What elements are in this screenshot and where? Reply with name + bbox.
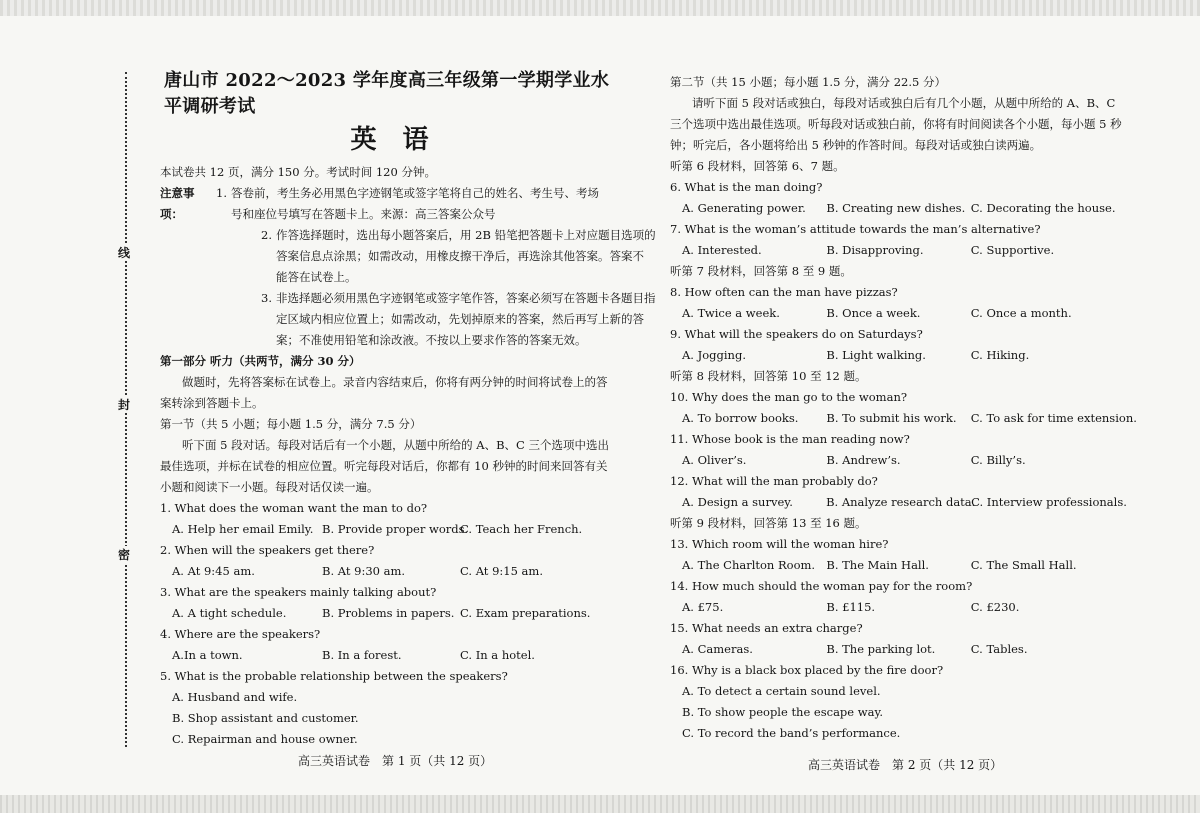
paragraph-line: 请听下面 5 段对话或独白，每段对话或独白后有几个小题，从题中所给的 A、B、C [692, 96, 1116, 110]
answer-options [160, 603, 615, 624]
notice-line: 定区域内相应位置上；如需改动，先划掉原来的答案，然后再写上新的答 [276, 312, 644, 326]
paragraph-line: 听下面 5 段对话。每段对话后有一个小题，从题中所给的 A、B、C 三个选项中选出 [182, 438, 609, 452]
answer-options [670, 492, 1140, 513]
notice-number: 2. [261, 228, 272, 242]
notice-line: 号和座位号填写在答题卡上。来源：高三答案公众号 [230, 207, 496, 221]
page-2-footer: 高三英语试卷 第 2 页（共 12 页） [808, 758, 1003, 772]
answer-option: B. Andrew’s. [826, 453, 901, 467]
paragraph-line: 做题时，先将答案标在试卷上。录音内容结束后，你将有两分钟的时间将试卷上的答 [182, 375, 608, 389]
answer-options [670, 303, 1140, 324]
answer-option: C. To record the band’s performance. [682, 726, 901, 740]
notice-number: 1. [216, 186, 227, 200]
notice-item [216, 225, 656, 288]
question-stem: 12. What will the man probably do? [670, 474, 878, 488]
notice-text [276, 288, 656, 351]
paragraph-line: 三个选项中选出最佳选项。听每段对话或独白前，你将有时间阅读各个小题，每小题 5 秒 [670, 117, 1122, 131]
answer-options [670, 597, 1140, 618]
question-stem: 1. What does the woman want the man to do? [160, 501, 428, 515]
notice-text [276, 225, 656, 288]
answer-option: C. £230. [970, 600, 1020, 614]
answer-option: B. Provide proper words. [322, 522, 469, 536]
answer-option: A. To detect a certain sound level. [682, 684, 881, 698]
answer-option: C. Repairman and house owner. [172, 732, 358, 746]
paragraph-line: 最佳选项，并标在试卷的相应位置。听完每段对话后，你都有 10 秒钟的时间来回答有关 [160, 459, 608, 473]
page-2 [670, 72, 1140, 744]
answer-option: C. At 9:15 am. [460, 564, 543, 578]
answer-option: A. Cameras. [682, 642, 753, 656]
answer-option: B. Creating new dishes. [826, 201, 966, 215]
section2-intro [670, 93, 1140, 156]
answer-option: A. Design a survey. [682, 495, 793, 509]
answer-option: C. Once a month. [970, 306, 1072, 320]
notice-text [231, 183, 599, 225]
answer-option: A. Husband and wife. [172, 690, 298, 704]
notice-block [160, 183, 656, 351]
notice-label: 注意事项： [160, 186, 195, 221]
answer-option: B. Shop assistant and customer. [172, 711, 359, 725]
answer-options [160, 561, 615, 582]
notice-list [216, 183, 656, 351]
answer-option: C. Hiking. [970, 348, 1030, 362]
notice-line: 能答在试卷上。 [276, 270, 357, 284]
question-stem: 8. How often can the man have pizzas? [670, 285, 898, 299]
answer-options [670, 555, 1140, 576]
answer-option: B. The Main Hall. [826, 558, 929, 572]
answer-options [670, 345, 1140, 366]
scan-edge-bottom [0, 795, 1200, 813]
part1-intro [160, 372, 615, 414]
question-list [160, 498, 615, 750]
question-stem: 11. Whose book is the man reading now? [670, 432, 910, 446]
answer-option: C. Billy’s. [970, 453, 1026, 467]
question-stem: 3. What are the speakers mainly talking about? [160, 585, 437, 599]
answer-option: C. In a hotel. [460, 648, 535, 662]
notice-line: 答案信息点涂黑；如需改动，用橡皮擦干净后，再选涂其他答案。答案不 [276, 249, 644, 263]
answer-option: B. Problems in papers. [322, 606, 455, 620]
section2-heading: 第二节（共 15 小题；每小题 1.5 分，满分 22.5 分） [670, 75, 946, 89]
answer-option: B. To show people the escape way. [682, 705, 884, 719]
question-stem: 4. Where are the speakers? [160, 627, 321, 641]
paragraph-line: 案转涂到答题卡上。 [160, 396, 264, 410]
answer-option: C. Teach her French. [460, 522, 583, 536]
answer-option: A. Oliver’s. [682, 453, 747, 467]
answer-option: A. A tight schedule. [172, 606, 287, 620]
question-stem: 5. What is the probable relationship between the speakers? [160, 669, 508, 683]
notice-line: 答卷前，考生务必用黑色字迹钢笔或签字笔将自己的姓名、考生号、考场 [230, 186, 599, 200]
notice-number: 3. [261, 291, 272, 305]
answer-options [670, 240, 1140, 261]
question-stem: 2. When will the speakers get there? [160, 543, 375, 557]
answer-option: C. The Small Hall. [970, 558, 1077, 572]
answer-option: B. In a forest. [322, 648, 402, 662]
notice-item [216, 183, 656, 225]
binding-label-xian: 线 [118, 246, 131, 260]
question-stem: 6. What is the man doing? [670, 180, 823, 194]
answer-options [670, 198, 1140, 219]
answer-options [670, 408, 1140, 429]
notice-line: 作答选择题时，选出每小题答案后，用 2B 铅笔把答题卡上对应题目选项的 [276, 228, 656, 242]
group-label: 听第 7 段材料，回答第 8 至 9 题。 [670, 264, 852, 278]
answer-option: B. To submit his work. [826, 411, 957, 425]
answer-option: C. Decorating the house. [970, 201, 1116, 215]
answer-option: B. Disapproving. [826, 243, 924, 257]
section1-heading: 第一节（共 5 小题；每小题 1.5 分，满分 7.5 分） [160, 417, 422, 431]
exam-title: 唐山市 2022～2023 学年度高三年级第一学期学业水平调研考试 [164, 70, 610, 117]
answer-options [160, 519, 615, 540]
answer-option: B. Analyze research data. [826, 495, 976, 509]
answer-option: A. Interested. [682, 243, 762, 257]
question-stem: 14. How much should the woman pay for the room? [670, 579, 973, 593]
exam-subject: 英语 [350, 125, 455, 155]
answer-option: A. The Charlton Room. [682, 558, 816, 572]
exam-intro: 本试卷共 12 页，满分 150 分。考试时间 120 分钟。 [160, 165, 436, 179]
section1-intro [160, 435, 615, 498]
question-stem: 7. What is the woman’s attitude towards the man’s alternative? [670, 222, 1041, 236]
answer-option: A. Twice a week. [682, 306, 780, 320]
scan-edge-top [0, 0, 1200, 16]
group-label: 听第 9 段材料，回答第 13 至 16 题。 [670, 516, 867, 530]
answer-option: A. Generating power. [682, 201, 806, 215]
question-groups [670, 156, 1140, 744]
answer-option: C. To ask for time extension. [970, 411, 1137, 425]
question-stem: 9. What will the speakers do on Saturdays? [670, 327, 923, 341]
notice-line: 非选择题必须用黑色字迹钢笔或签字笔作答，答案必须写在答题卡各题目指 [276, 291, 656, 305]
answer-option: C. Tables. [970, 642, 1028, 656]
page-1-footer: 高三英语试卷 第 1 页（共 12 页） [298, 754, 493, 768]
answer-option: B. Once a week. [826, 306, 921, 320]
binding-label-mi: 密 [118, 548, 131, 562]
group-label: 听第 8 段材料，回答第 10 至 12 题。 [670, 369, 867, 383]
answer-option: A. Help her email Emily. [172, 522, 314, 536]
notice-line: 案；不准使用铅笔和涂改液。不按以上要求作答的答案无效。 [276, 333, 587, 347]
answer-option: B. Light walking. [826, 348, 926, 362]
answer-option: B. At 9:30 am. [322, 564, 406, 578]
answer-option: B. £115. [826, 600, 876, 614]
answer-options [160, 645, 615, 666]
group-label: 听第 6 段材料，回答第 6、7 题。 [670, 159, 845, 173]
paragraph-line: 小题和阅读下一小题。每段对话仅读一遍。 [160, 480, 379, 494]
notice-item [216, 288, 656, 351]
question-stem: 13. Which room will the woman hire? [670, 537, 889, 551]
paragraph-line: 钟；听完后，各小题将给出 5 秒钟的作答时间。每段对话或独白读两遍。 [670, 138, 1042, 152]
binding-label-feng: 封 [118, 398, 131, 412]
answer-options [670, 639, 1140, 660]
question-stem: 10. Why does the man go to the woman? [670, 390, 908, 404]
answer-option: A.In a town. [172, 648, 243, 662]
answer-option: C. Exam preparations. [460, 606, 591, 620]
answer-option: A. At 9:45 am. [172, 564, 255, 578]
answer-option: A. Jogging. [682, 348, 746, 362]
question-stem: 15. What needs an extra charge? [670, 621, 863, 635]
part1-heading: 第一部分 听力（共两节，满分 30 分） [160, 354, 361, 368]
question-stem: 16. Why is a black box placed by the fire door? [670, 663, 944, 677]
page-1 [160, 68, 656, 750]
answer-option: A. To borrow books. [682, 411, 799, 425]
answer-options [670, 450, 1140, 471]
answer-option: C. Interview professionals. [971, 495, 1127, 509]
answer-option: A. £75. [682, 600, 724, 614]
answer-option: C. Supportive. [970, 243, 1055, 257]
answer-option: B. The parking lot. [826, 642, 936, 656]
